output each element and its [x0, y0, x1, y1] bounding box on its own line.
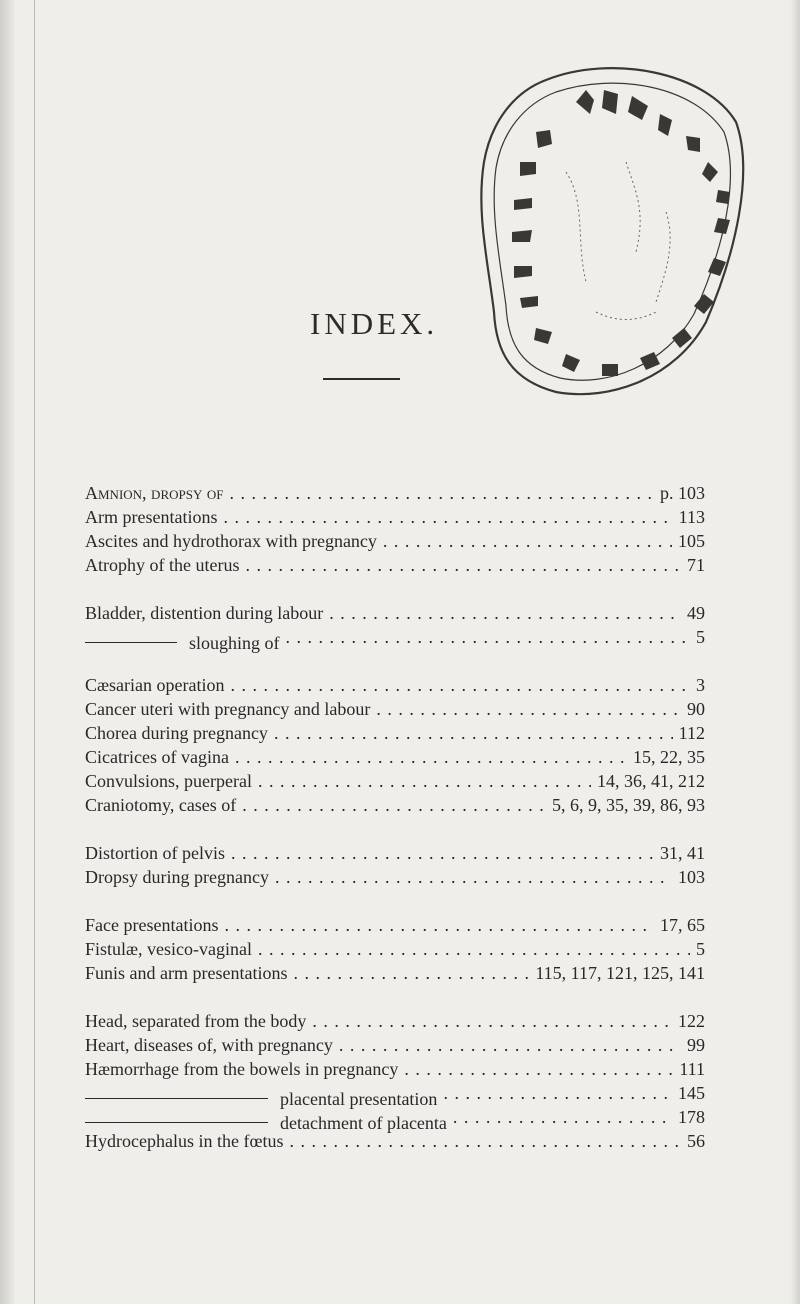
page-numbers: 111: [679, 1059, 705, 1079]
leader-dots: [245, 553, 681, 577]
leader-dots: [229, 481, 654, 505]
index-entry: [85, 745, 705, 769]
index-term: Bladder, distention during labour: [85, 603, 324, 623]
index-term: Funis and arm presentations: [85, 963, 288, 983]
page-numbers: 56: [687, 1131, 705, 1151]
index-term: mnion, dropsy of: [98, 483, 224, 503]
page-numbers: 122: [678, 1011, 705, 1031]
leader-dots: [223, 505, 672, 529]
leader-dots: [443, 1081, 672, 1105]
index-entry: [85, 673, 705, 697]
index-term: Distortion of pelvis: [85, 843, 225, 863]
title-rule: [323, 378, 400, 380]
leader-dots: [235, 745, 627, 769]
page-numbers: 14, 36, 41, 212: [597, 771, 705, 791]
index-term: Hydrocephalus in the fœtus: [85, 1131, 284, 1151]
index-entry: [85, 697, 705, 721]
index-term: Atrophy of the uterus: [85, 555, 240, 575]
page-numbers: 105: [678, 531, 705, 551]
index-entry: [85, 1129, 705, 1153]
index-term: Craniotomy, cases of: [85, 795, 237, 815]
leader-dots: [258, 937, 690, 961]
page-numbers: 103: [678, 867, 705, 887]
index-subentry: [85, 625, 705, 653]
leader-dots: [242, 793, 546, 817]
index-entry: [85, 865, 705, 889]
index-term: Dropsy during pregnancy: [85, 867, 269, 887]
page-numbers: 115, 117, 121, 125, 141: [535, 963, 705, 983]
index-entry: [85, 481, 705, 505]
leader-dots: [274, 721, 673, 745]
index-term: Heart, diseases of, with pregnancy: [85, 1035, 333, 1055]
index-term: Chorea during pregnancy: [85, 723, 268, 743]
leader-dots: [224, 913, 654, 937]
index-term: placental presentation: [280, 1088, 438, 1109]
section-gap: [85, 889, 705, 913]
drop-letter: A: [85, 483, 98, 503]
leader-dots: [383, 529, 672, 553]
index-term: Face presentations: [85, 915, 219, 935]
page-numbers: 113: [678, 507, 705, 527]
leader-dots: [376, 697, 681, 721]
index-term: Convulsions, puerperal: [85, 771, 252, 791]
index-term: Cæsarian operation: [85, 675, 225, 695]
leader-dots: [286, 625, 690, 649]
page-numbers: 71: [687, 555, 705, 575]
binding-shadow: [0, 0, 14, 1304]
page-edge-shadow: [790, 0, 800, 1304]
index-term: Head, separated from the body: [85, 1011, 307, 1031]
leader-dots: [339, 1033, 681, 1057]
section-gap: [85, 577, 705, 601]
page-numbers: 90: [687, 699, 705, 719]
page-numbers: 31, 41: [660, 843, 705, 863]
index-term: Arm presentations: [85, 507, 218, 527]
index-term: Cicatrices of vagina: [85, 747, 229, 767]
ditto-dash: [85, 1098, 268, 1099]
index-term: detachment of placenta: [280, 1112, 447, 1133]
index-term: Hæmorrhage from the bowels in pregnancy: [85, 1059, 399, 1079]
leader-dots: [289, 1129, 681, 1153]
page-numbers: 3: [696, 675, 705, 695]
page-numbers: p. 103: [660, 483, 705, 503]
index-entry: [85, 769, 705, 793]
index-entry: [85, 913, 705, 937]
page-numbers: 145: [678, 1083, 705, 1103]
page-numbers: 17, 65: [660, 915, 705, 935]
index-entry: [85, 841, 705, 865]
index-entry: [85, 505, 705, 529]
leader-dots: [453, 1105, 672, 1129]
index-entry: [85, 553, 705, 577]
index-entry: [85, 529, 705, 553]
index-entry: [85, 1033, 705, 1057]
page-numbers: 99: [687, 1035, 705, 1055]
section-gap: [85, 817, 705, 841]
page-numbers: 15, 22, 35: [633, 747, 705, 767]
index-subentry: [85, 1081, 705, 1109]
leader-dots: [275, 865, 672, 889]
page-numbers: 112: [678, 723, 705, 743]
index-entry: [85, 937, 705, 961]
page-title: INDEX.: [310, 306, 439, 341]
section-gap: [85, 985, 705, 1009]
ditto-dash: [85, 642, 177, 643]
page-numbers: 178: [678, 1107, 705, 1127]
index-entry: [85, 1057, 705, 1081]
leader-dots: [404, 1057, 673, 1081]
index-term: Ascites and hydrothorax with pregnancy: [85, 531, 377, 551]
leader-dots: [231, 841, 654, 865]
binding-line: [34, 0, 35, 1304]
index-entry: [85, 1009, 705, 1033]
leader-dots: [258, 769, 591, 793]
leader-dots: [293, 961, 529, 985]
index-term: Cancer uteri with pregnancy and labour: [85, 699, 371, 719]
page-numbers: 5, 6, 9, 35, 39, 86, 93: [552, 795, 705, 815]
index-entry: [85, 961, 705, 985]
index-term: Fistulæ, vesico-vaginal: [85, 939, 252, 959]
index-list: [85, 481, 705, 1153]
index-term: sloughing of: [189, 632, 280, 653]
ditto-dash: [85, 1122, 268, 1123]
page-numbers: 5: [696, 939, 705, 959]
leader-dots: [230, 673, 690, 697]
page-numbers: 5: [696, 627, 705, 647]
index-entry: [85, 793, 705, 817]
library-stamp-image: [436, 62, 752, 410]
index-entry: [85, 601, 705, 625]
leader-dots: [312, 1009, 672, 1033]
page-numbers: 49: [687, 603, 705, 623]
leader-dots: [329, 601, 681, 625]
index-entry: [85, 721, 705, 745]
